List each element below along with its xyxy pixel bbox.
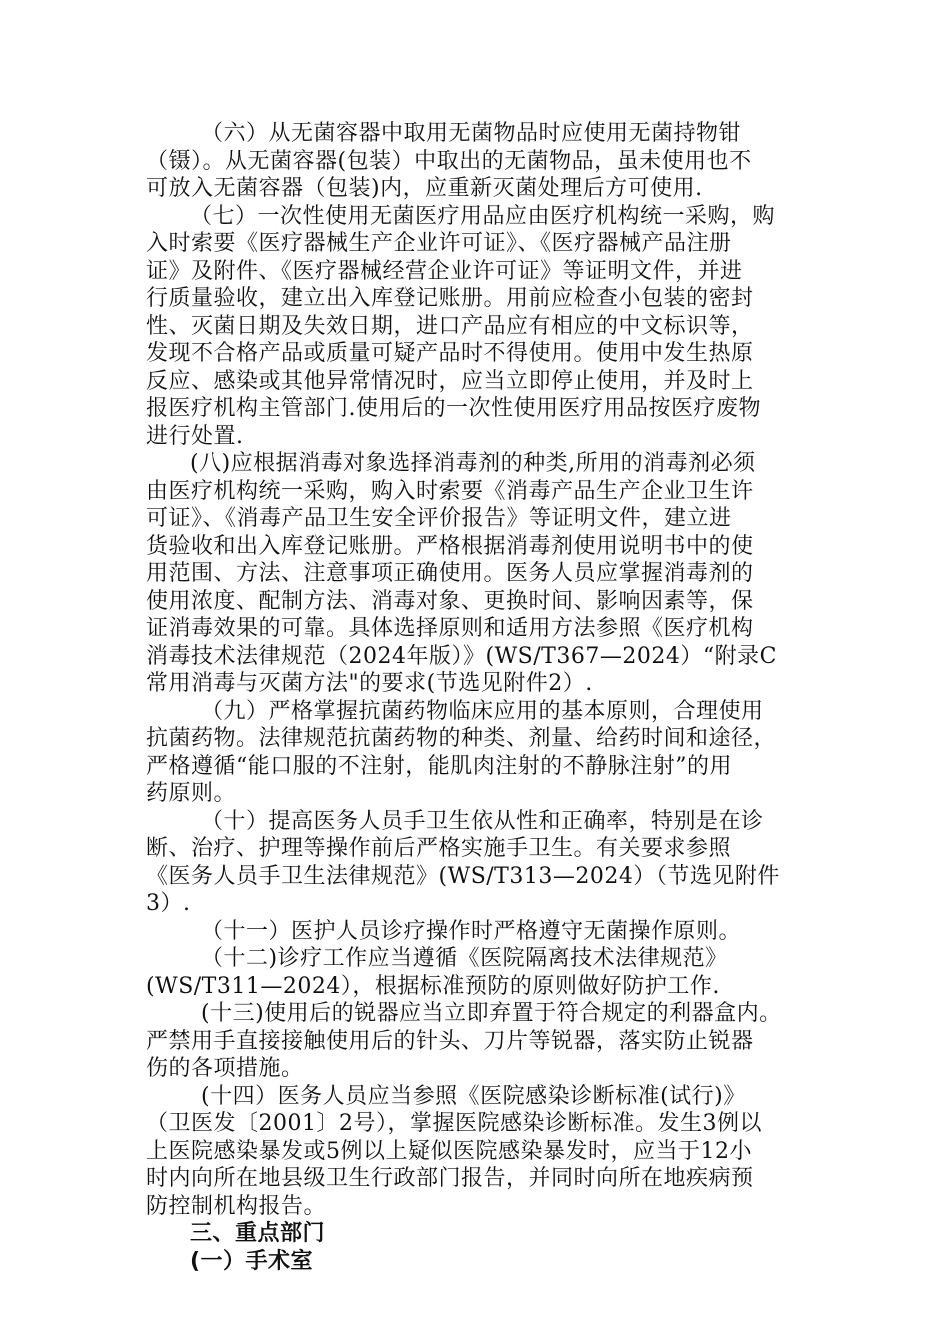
text-line: 货验收和出入库登记账册。严格根据消毒剂使用说明书中的使 (146, 533, 754, 559)
paragraph-6 (146, 120, 806, 203)
subsection-heading: (一）手术室 (190, 1248, 314, 1274)
text-line: 常用消毒与灭菌方法"的要求(节选见附件2）. (146, 671, 593, 696)
text-line: 断、治疗、护理等操作前后严格实施手卫生。有关要求参照 (146, 836, 732, 861)
text-line: (八)应根据消毒对象选择消毒剂的种类,所用的消毒剂必须 (190, 451, 756, 476)
text-line: 严格遵循“能口服的不注射，能肌肉注射的不静脉注射”的用 (146, 753, 732, 779)
text-line: 消毒技术法律规范（2024年版）》(WS/T367—2024）“附录C (146, 643, 777, 669)
paragraph-14 (146, 1083, 806, 1221)
text-line: 发现不合格产品或质量可疑产品时不得使用。使用中发生热原 (146, 341, 754, 366)
paragraph-8 (146, 450, 806, 698)
text-line: 抗菌药物。法律规范抗菌药物的种类、剂量、给药时间和途径， (146, 726, 777, 751)
text-line: 进行处置. (146, 423, 244, 449)
text-line: (WS/T311—2024），根据标准预防的原则做好防护工作. (146, 973, 720, 999)
text-line: （十）提高医务人员手卫生依从性和正确率，特别是在诊 (201, 808, 764, 834)
text-line: 《医务人员手卫生法律规范》(WS/T313—2024）（节选见附件 (146, 863, 780, 889)
text-line: (十四）医务人员应当参照《医院感染诊断标准(试行)》 (201, 1083, 746, 1109)
paragraph-12 (146, 945, 806, 1000)
document-body (146, 120, 806, 1275)
text-line: 证》及附件、《医疗器械经营企业许可证》等证明文件，并进 (146, 258, 743, 284)
paragraph-13 (146, 1000, 806, 1083)
text-line: 防控制机构报告。 (146, 1193, 327, 1219)
text-line: 用范围、方法、注意事项正确使用。医务人员应掌握消毒剂的 (146, 561, 754, 586)
text-line: （镊）。从无菌容器(包装）中取出的无菌物品，虽未使用也不 (146, 148, 752, 174)
text-line: 时内向所在地县级卫生行政部门报告，并同时向所在地疾病预 (146, 1166, 754, 1191)
text-line: 性、灭菌日期及失效日期，进口产品应有相应的中文标识等， (146, 313, 754, 339)
text-line: 反应、感染或其他异常情况时，应当立即停止使用，并及时上 (146, 368, 754, 394)
paragraph-9 (146, 698, 806, 808)
section-heading: 三、重点部门 (190, 1221, 326, 1246)
text-line: 可放入无菌容器（包装)内，应重新灭菌处理后方可使用. (146, 176, 703, 201)
text-line: 入时索要《医疗器械生产企业许可证》、《医疗器械产品注册 (146, 231, 732, 256)
text-line: 报医疗机构主管部门.使用后的一次性使用医疗用品按医疗废物 (146, 396, 761, 421)
text-line: 由医疗机构统一采购，购入时索要《消毒产品生产企业卫生许 (146, 478, 754, 504)
text-line: （十二)诊疗工作应当遵循《医院隔离技术法律规范》 (201, 946, 728, 971)
text-line: 3）. (146, 891, 191, 916)
text-line: （卫医发〔2001〕2号），掌握医院感染诊断标准。发生3例以 (146, 1111, 762, 1136)
text-line: 证消毒效果的可靠。具体选择原则和适用方法参照《医疗机构 (146, 616, 754, 641)
text-line: 上医院感染暴发或5例以上疑似医院感染暴发时，应当于12小 (146, 1138, 752, 1164)
text-line: （九）严格掌握抗菌药物临床应用的基本原则，合理使用 (201, 698, 764, 724)
text-line: 行质量验收，建立出入库登记账册。用前应检查小包装的密封 (146, 286, 754, 311)
paragraph-10 (146, 808, 806, 918)
text-line: （七）一次性使用无菌医疗用品应由医疗机构统一采购，购 (190, 203, 776, 229)
paragraph-7 (146, 203, 806, 451)
paragraph-11 (146, 918, 806, 946)
text-line: 伤的各项措施。 (146, 1056, 304, 1081)
text-line: （十一）医护人员诊疗操作时严格遵守无菌操作原则。 (201, 918, 742, 944)
text-line: 严禁用手直接接触使用后的针头、刀片等锐器，落实防止锐器 (146, 1028, 754, 1054)
text-line: (十三)使用后的锐器应当立即弃置于符合规定的利器盒内。 (201, 1001, 782, 1026)
text-line: 可证》、《消毒产品卫生安全评价报告》等证明文件，建立进 (146, 506, 732, 531)
text-line: （六）从无菌容器中取用无菌物品时应使用无菌持物钳 (201, 121, 742, 146)
text-line: 使用浓度、配制方法、消毒对象、更换时间、影响因素等，保 (146, 588, 754, 614)
text-line: 药原则。 (146, 781, 237, 806)
